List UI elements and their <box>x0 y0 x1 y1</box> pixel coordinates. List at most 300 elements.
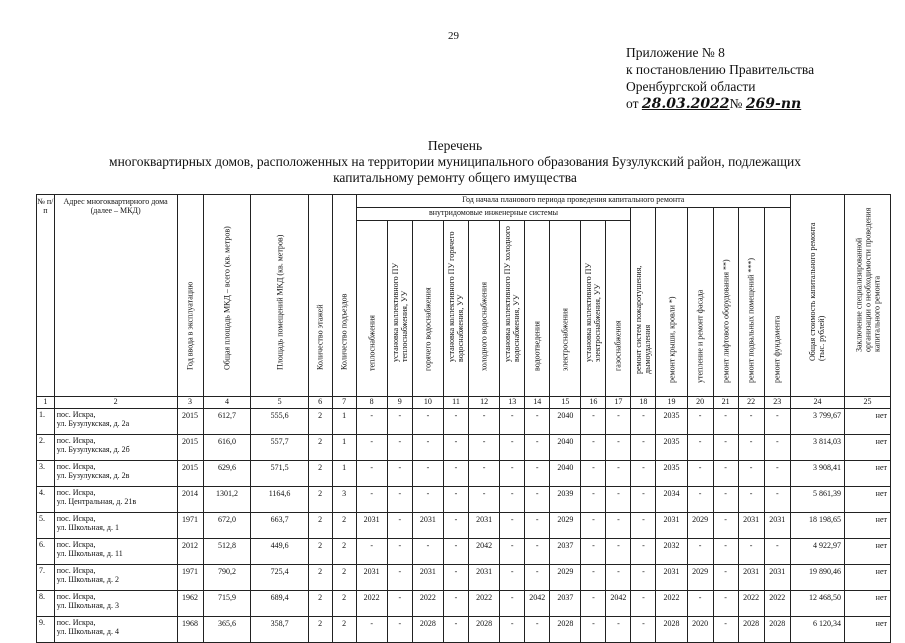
header-area-total: Общая площадь МКД – всего (кв. метров) <box>222 226 232 370</box>
cell-repair-year: - <box>764 409 790 435</box>
cell-entrances: 1 <box>332 435 356 461</box>
cell-repair-year: - <box>387 539 412 565</box>
cell-repair-year: 2022 <box>656 591 687 617</box>
cell-repair-year: 2031 <box>356 513 387 539</box>
cell-repair-year: 2031 <box>656 513 687 539</box>
header-area-premises: Площадь помещений МКД (кв. метров) <box>275 234 285 370</box>
cell-repair-year: - <box>581 487 606 513</box>
cell-address <box>54 617 177 643</box>
address-line-2: ул. Школьная, д. 3 <box>56 601 119 610</box>
cell-repair-year: 2031 <box>412 513 443 539</box>
cell-repair-year: 2031 <box>412 565 443 591</box>
column-number: 10 <box>412 397 443 409</box>
cell-floors: 2 <box>308 435 332 461</box>
header-col-14: водоотведения <box>532 321 542 371</box>
cell-conclusion: нет <box>845 539 891 565</box>
cell-repair-year: 2022 <box>412 591 443 617</box>
cell-repair-year: - <box>444 617 469 643</box>
cell-repair-year: - <box>631 591 656 617</box>
cell-repair-year: - <box>412 539 443 565</box>
cell-repair-year: - <box>387 565 412 591</box>
column-number-row <box>37 397 891 409</box>
column-number: 5 <box>251 397 308 409</box>
cell-entrances: 1 <box>332 409 356 435</box>
cell-repair-year: - <box>581 617 606 643</box>
table-row <box>37 591 891 617</box>
cell-area-total: 612,7 <box>203 409 251 435</box>
cell-year: 2014 <box>177 487 203 513</box>
header-floors: Количество этажей <box>315 304 325 370</box>
cell-year: 2015 <box>177 435 203 461</box>
cell-total-cost: 18 198,65 <box>790 513 844 539</box>
title-line-3: капитальному ремонту общего имущества <box>333 170 577 185</box>
column-number: 1 <box>37 397 55 409</box>
address-line-1: пос. Искра, <box>56 488 96 497</box>
cell-area-premises: 725,4 <box>251 565 308 591</box>
cell-repair-year: - <box>764 461 790 487</box>
cell-repair-year: - <box>606 487 631 513</box>
address-line-1: пос. Искра, <box>56 514 96 523</box>
cell-repair-year: - <box>412 409 443 435</box>
cell-entrances: 2 <box>332 539 356 565</box>
column-number: 20 <box>687 397 713 409</box>
cell-repair-year: 2029 <box>550 565 581 591</box>
cell-repair-year: - <box>631 435 656 461</box>
address-line-2: ул. Бузулукская, д. 2б <box>56 445 130 454</box>
cell-repair-year: 2035 <box>656 435 687 461</box>
cell-repair-year: - <box>687 435 713 461</box>
cell-repair-year: - <box>606 461 631 487</box>
cell-repair-year: - <box>500 539 525 565</box>
cell-repair-year: 2022 <box>469 591 500 617</box>
column-number: 17 <box>606 397 631 409</box>
cell-address <box>54 435 177 461</box>
table-row <box>37 539 891 565</box>
cell-conclusion: нет <box>845 591 891 617</box>
cell-area-total: 1301,2 <box>203 487 251 513</box>
cell-repair-year: 2035 <box>656 461 687 487</box>
cell-total-cost: 3 908,41 <box>790 461 844 487</box>
cell-repair-year: 2022 <box>738 591 764 617</box>
address-line-1: пос. Искра, <box>56 436 96 445</box>
header-total-cost: Общая стоимость капитального ремонта (тыс. рублей) <box>808 222 827 361</box>
cell-entrances: 1 <box>332 461 356 487</box>
cell-repair-year: - <box>444 435 469 461</box>
cell-floors: 2 <box>308 617 332 643</box>
column-number: 14 <box>525 397 550 409</box>
cell-repair-year: - <box>687 409 713 435</box>
cell-repair-year: - <box>631 539 656 565</box>
header-col-17: газоснабжения <box>613 320 623 371</box>
cell-repair-year: - <box>525 487 550 513</box>
cell-repair-year: - <box>469 409 500 435</box>
column-number: 23 <box>764 397 790 409</box>
appendix-line-2: к постановлению Правительства <box>626 62 815 77</box>
cell-repair-year: - <box>631 487 656 513</box>
cell-address <box>54 461 177 487</box>
cell-repair-year: - <box>738 409 764 435</box>
header-group-main: Год начала планового периода проведения капитального ремонта <box>356 195 790 208</box>
cell-year: 1971 <box>177 565 203 591</box>
cell-repair-year: - <box>500 617 525 643</box>
cell-repair-year: 2028 <box>738 617 764 643</box>
cell-repair-year: - <box>713 565 738 591</box>
cell-repair-year: - <box>525 461 550 487</box>
cell-repair-year: - <box>764 435 790 461</box>
cell-repair-year: - <box>713 435 738 461</box>
cell-repair-year: - <box>581 539 606 565</box>
cell-repair-year: - <box>606 435 631 461</box>
cell-repair-year: 2040 <box>550 435 581 461</box>
cell-total-cost: 12 468,50 <box>790 591 844 617</box>
cell-repair-year: 2029 <box>550 513 581 539</box>
cell-repair-year: - <box>606 513 631 539</box>
cell-repair-year: - <box>500 409 525 435</box>
cell-repair-year: - <box>525 539 550 565</box>
cell-repair-year: - <box>687 461 713 487</box>
cell-total-cost: 4 922,97 <box>790 539 844 565</box>
header-col-18: ремонт систем пожаротушения, дымоудаления <box>634 265 653 374</box>
cell-repair-year: - <box>356 617 387 643</box>
cell-repair-year: 2028 <box>550 617 581 643</box>
header-col-20: утепление и ремонт фасада <box>695 289 705 383</box>
cell-repair-year: - <box>387 435 412 461</box>
cell-repair-year: - <box>444 487 469 513</box>
table-row <box>37 461 891 487</box>
cell-repair-year: 2031 <box>469 565 500 591</box>
cell-repair-year: - <box>444 513 469 539</box>
cell-floors: 2 <box>308 409 332 435</box>
cell-conclusion: нет <box>845 461 891 487</box>
cell-area-total: 672,0 <box>203 513 251 539</box>
cell-area-total: 715,9 <box>203 591 251 617</box>
cell-address <box>54 513 177 539</box>
cell-repair-year: 2031 <box>656 565 687 591</box>
cell-address <box>54 565 177 591</box>
column-number: 3 <box>177 397 203 409</box>
cell-repair-year: - <box>606 617 631 643</box>
cell-repair-year: - <box>525 617 550 643</box>
table-row <box>37 487 891 513</box>
header-col-11: установка коллективного ПУ горячего водоснабжения, УУ <box>447 231 465 362</box>
column-number: 2 <box>54 397 177 409</box>
cell-area-total: 365,6 <box>203 617 251 643</box>
cell-repair-year: - <box>713 539 738 565</box>
title-line-1: Перечень <box>427 138 483 153</box>
cell-repair-year: - <box>444 461 469 487</box>
header-col-23: ремонт фундамента <box>772 315 782 383</box>
cell-entrances: 2 <box>332 617 356 643</box>
cell-repair-year: - <box>356 461 387 487</box>
address-line-2: ул. Бузулукская, д. 2а <box>56 419 130 428</box>
cell-repair-year: 2028 <box>764 617 790 643</box>
address-line-2: ул. Школьная, д. 1 <box>56 523 119 532</box>
address-line-1: пос. Искра, <box>56 410 96 419</box>
cell-area-total: 790,2 <box>203 565 251 591</box>
address-line-2: ул. Школьная, д. 11 <box>56 549 123 558</box>
cell-repair-year: - <box>525 435 550 461</box>
cell-repair-year: - <box>631 617 656 643</box>
cell-area-total: 616,0 <box>203 435 251 461</box>
cell-repair-year: - <box>469 435 500 461</box>
cell-repair-year: - <box>356 435 387 461</box>
column-number: 22 <box>738 397 764 409</box>
header-col-10: горячего водоснабжения <box>423 287 433 371</box>
header-col-15: электроснабжения <box>560 308 570 371</box>
cell-area-premises: 449,6 <box>251 539 308 565</box>
cell-year: 1968 <box>177 617 203 643</box>
cell-conclusion: нет <box>845 487 891 513</box>
header-col-21: ремонт лифтового оборудования **) <box>721 259 731 383</box>
cell-no: 2. <box>37 435 55 461</box>
cell-floors: 2 <box>308 591 332 617</box>
cell-area-premises: 555,6 <box>251 409 308 435</box>
cell-no: 8. <box>37 591 55 617</box>
cell-repair-year: - <box>713 513 738 539</box>
cell-repair-year: 2031 <box>738 513 764 539</box>
cell-repair-year: 2040 <box>550 409 581 435</box>
column-number: 15 <box>550 397 581 409</box>
table-row <box>37 409 891 435</box>
cell-repair-year: - <box>500 565 525 591</box>
cell-repair-year: - <box>500 487 525 513</box>
cell-year: 2012 <box>177 539 203 565</box>
address-line-1: пос. Искра, <box>56 566 96 575</box>
cell-repair-year: - <box>356 409 387 435</box>
cell-repair-year: - <box>713 487 738 513</box>
cell-repair-year: - <box>687 487 713 513</box>
cell-floors: 2 <box>308 461 332 487</box>
header-year: Год ввода в эксплуатацию <box>185 281 195 370</box>
appendix-date: 28.03.2022 <box>641 96 730 112</box>
cell-repair-year: - <box>444 539 469 565</box>
column-number: 24 <box>790 397 844 409</box>
page-number: 29 <box>448 30 459 42</box>
cell-floors: 2 <box>308 539 332 565</box>
cell-floors: 2 <box>308 487 332 513</box>
cell-conclusion: нет <box>845 409 891 435</box>
column-number: 9 <box>387 397 412 409</box>
cell-repair-year: 2042 <box>606 591 631 617</box>
appendix-line-1: Приложение № 8 <box>626 45 725 60</box>
column-number: 12 <box>469 397 500 409</box>
table-row <box>37 513 891 539</box>
cell-no: 7. <box>37 565 55 591</box>
cell-repair-year: 2020 <box>687 617 713 643</box>
appendix-prefix: от <box>626 96 639 111</box>
cell-repair-year: - <box>525 513 550 539</box>
cell-entrances: 2 <box>332 591 356 617</box>
cell-area-premises: 557,7 <box>251 435 308 461</box>
cell-repair-year: - <box>525 565 550 591</box>
cell-repair-year: 2032 <box>656 539 687 565</box>
cell-repair-year: - <box>631 513 656 539</box>
cell-conclusion: нет <box>845 513 891 539</box>
cell-repair-year: - <box>687 591 713 617</box>
cell-repair-year: - <box>412 461 443 487</box>
cell-repair-year: - <box>606 409 631 435</box>
column-number: 16 <box>581 397 606 409</box>
cell-area-premises: 689,4 <box>251 591 308 617</box>
cell-repair-year: 2035 <box>656 409 687 435</box>
appendix-date-line <box>626 95 814 113</box>
cell-repair-year: - <box>687 539 713 565</box>
column-number: 25 <box>845 397 891 409</box>
column-number: 13 <box>500 397 525 409</box>
cell-repair-year: - <box>631 409 656 435</box>
cell-repair-year: 2029 <box>687 513 713 539</box>
column-number: 7 <box>332 397 356 409</box>
cell-repair-year: - <box>387 591 412 617</box>
cell-repair-year: - <box>356 539 387 565</box>
cell-repair-year: - <box>738 461 764 487</box>
cell-repair-year: 2042 <box>469 539 500 565</box>
cell-address <box>54 539 177 565</box>
cell-repair-year: 2022 <box>356 591 387 617</box>
cell-repair-year: 2028 <box>469 617 500 643</box>
cell-no: 4. <box>37 487 55 513</box>
cell-total-cost: 3 814,03 <box>790 435 844 461</box>
cell-repair-year: - <box>387 617 412 643</box>
address-line-1: пос. Искра, <box>56 592 96 601</box>
cell-repair-year: - <box>713 617 738 643</box>
cell-year: 2015 <box>177 409 203 435</box>
cell-repair-year: - <box>581 409 606 435</box>
cell-repair-year: - <box>412 435 443 461</box>
cell-conclusion: нет <box>845 435 891 461</box>
cell-repair-year: 2031 <box>356 565 387 591</box>
cell-repair-year: 2040 <box>550 461 581 487</box>
header-conclusion: Заключение специализированной организации о необходимости проведения капитального ремонта <box>854 207 882 352</box>
cell-total-cost: 6 120,34 <box>790 617 844 643</box>
appendix-no-label: № <box>729 96 743 111</box>
cell-repair-year: - <box>713 409 738 435</box>
cell-repair-year: 2034 <box>656 487 687 513</box>
header-col-8: теплоснабжения <box>367 315 377 371</box>
cell-conclusion: нет <box>845 565 891 591</box>
table-row <box>37 435 891 461</box>
cell-repair-year: - <box>606 565 631 591</box>
cell-total-cost: 3 799,67 <box>790 409 844 435</box>
cell-repair-year: - <box>387 513 412 539</box>
cell-repair-year: 2031 <box>764 565 790 591</box>
address-line-1: пос. Искра, <box>56 462 96 471</box>
cell-repair-year: - <box>738 487 764 513</box>
cell-address <box>54 591 177 617</box>
cell-repair-year: - <box>412 487 443 513</box>
cell-area-premises: 571,5 <box>251 461 308 487</box>
cell-repair-year: 2031 <box>738 565 764 591</box>
cell-address <box>54 409 177 435</box>
cell-repair-year: - <box>525 409 550 435</box>
cell-no: 5. <box>37 513 55 539</box>
address-line-2: ул. Бузулукская, д. 2в <box>56 471 130 480</box>
cell-repair-year: - <box>581 435 606 461</box>
header-entrances: Количество подъездов <box>339 293 349 370</box>
address-line-1: пос. Искра, <box>56 618 96 627</box>
header-col-13: установка коллективного ПУ холодного водоснабжения, УУ <box>503 226 522 362</box>
column-number: 6 <box>308 397 332 409</box>
cell-repair-year: - <box>713 461 738 487</box>
cell-repair-year: - <box>444 409 469 435</box>
appendix-number: 269-пп <box>745 96 802 112</box>
table-row <box>37 617 891 643</box>
houses-table <box>36 194 891 643</box>
cell-area-total: 512,8 <box>203 539 251 565</box>
cell-no: 1. <box>37 409 55 435</box>
cell-total-cost: 19 890,46 <box>790 565 844 591</box>
cell-total-cost: 5 861,39 <box>790 487 844 513</box>
cell-repair-year: 2037 <box>550 539 581 565</box>
cell-repair-year: - <box>581 513 606 539</box>
cell-repair-year: - <box>631 461 656 487</box>
cell-address <box>54 487 177 513</box>
cell-repair-year: 2042 <box>525 591 550 617</box>
cell-repair-year: - <box>387 461 412 487</box>
cell-repair-year: - <box>764 487 790 513</box>
header-group-systems: внутридомовые инженерные системы <box>356 208 631 221</box>
appendix-line-3: Оренбургской области <box>626 79 756 94</box>
column-number: 4 <box>203 397 251 409</box>
cell-year: 1971 <box>177 513 203 539</box>
cell-repair-year: - <box>764 539 790 565</box>
cell-repair-year: - <box>500 513 525 539</box>
cell-no: 3. <box>37 461 55 487</box>
cell-repair-year: - <box>356 487 387 513</box>
cell-repair-year: 2022 <box>764 591 790 617</box>
address-line-2: ул. Школьная, д. 2 <box>56 575 119 584</box>
cell-repair-year: 2031 <box>764 513 790 539</box>
cell-repair-year: 2031 <box>469 513 500 539</box>
cell-repair-year: 2028 <box>656 617 687 643</box>
document-title <box>60 138 850 186</box>
address-line-2: ул. Центральная, д. 21в <box>56 497 137 506</box>
cell-no: 6. <box>37 539 55 565</box>
cell-repair-year: 2028 <box>412 617 443 643</box>
column-number: 11 <box>444 397 469 409</box>
address-line-2: ул. Школьная, д. 4 <box>56 627 119 636</box>
cell-area-premises: 1164,6 <box>251 487 308 513</box>
column-number: 21 <box>713 397 738 409</box>
cell-area-total: 629,6 <box>203 461 251 487</box>
cell-repair-year: - <box>387 487 412 513</box>
cell-entrances: 3 <box>332 487 356 513</box>
cell-area-premises: 358,7 <box>251 617 308 643</box>
cell-repair-year: 2039 <box>550 487 581 513</box>
cell-conclusion: нет <box>845 617 891 643</box>
cell-floors: 2 <box>308 565 332 591</box>
cell-repair-year: - <box>713 591 738 617</box>
cell-repair-year: - <box>500 435 525 461</box>
cell-year: 1962 <box>177 591 203 617</box>
cell-year: 2015 <box>177 461 203 487</box>
title-line-2: многоквартирных домов, расположенных на территории муниципального образования Бузулукский район, подлежащих <box>109 154 801 169</box>
cell-repair-year: 2037 <box>550 591 581 617</box>
cell-repair-year: - <box>500 591 525 617</box>
cell-repair-year: 2029 <box>687 565 713 591</box>
cell-repair-year: - <box>631 565 656 591</box>
header-col-22: ремонт подвальных помещений ***) <box>746 257 756 383</box>
cell-floors: 2 <box>308 513 332 539</box>
column-number: 8 <box>356 397 387 409</box>
header-col-12: холодного водоснабжения <box>479 281 489 371</box>
column-number: 18 <box>631 397 656 409</box>
appendix-block <box>626 44 814 113</box>
header-no: № п/п <box>37 195 55 397</box>
cell-repair-year: - <box>606 539 631 565</box>
table-row <box>37 565 891 591</box>
cell-repair-year: - <box>581 565 606 591</box>
